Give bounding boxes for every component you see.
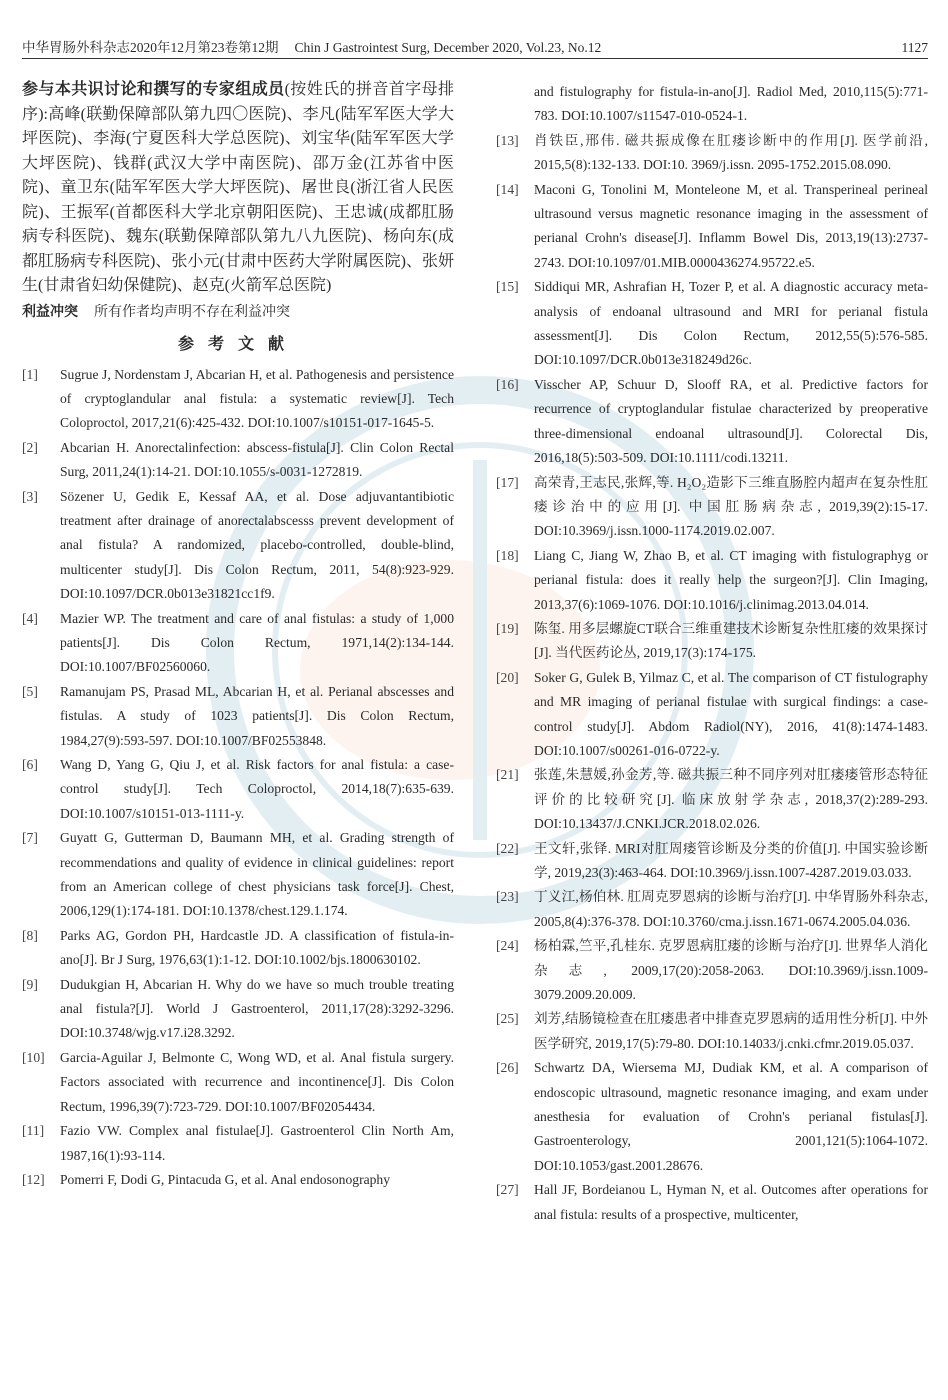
reference-text: 刘芳,结肠镜检查在肛瘘患者中排查克罗恩病的适用性分析[J]. 中外医学研究, 2019,17(5):79-80. DOI:10.14033/j.cnki.cfmr.2019.05.037. <box>534 1011 928 1051</box>
reference-text: Dudukgian H, Abcarian H. Why do we have so much trouble treating anal fistula?[J]. World J Gastroenterol, 2011,17(28):3292-3296. DOI:10.3748/wjg.v17.i28.3292. <box>60 976 454 1041</box>
conflict-label: 利益冲突 <box>22 304 78 320</box>
reference-text: Wang D, Yang G, Qiu J, et al. Risk factors for anal fistula: a case-control study[J]. Tech Coloproctol, 2014,18(7):635-639. DOI:10.1007/s10151-013-1111-y. <box>60 757 454 821</box>
reference-text: 杨柏霖,竺平,孔桂东. 克罗恩病肛瘘的诊断与治疗[J]. 世界华人消化杂志, 2009,17(20):2058-2063. DOI:10.3969/j.issn.1009-3079.2009.20.009. <box>534 938 928 1003</box>
reference-text: 肖铁臣,邢伟. 磁共振成像在肛瘘诊断中的作用[J]. 医学前沿, 2015,5(8):132-133. DOI:10. 3969/j.issn. 2095-1752.2015.08.090. <box>534 132 928 173</box>
reference-item <box>22 1168 454 1192</box>
reference-item <box>496 275 928 373</box>
reference-item <box>22 924 454 973</box>
reference-text: Ramanujam PS, Prasad ML, Abcarian H, et al. Perianal abscesses and fistulas. A study of 1023 patients[J]. Dis Colon Rectum, 1984,27(9):593-597. DOI:10.1007/BF02553848. <box>60 683 454 748</box>
reference-number: [26] <box>496 1060 519 1076</box>
reference-text: Sugrue J, Nordenstam J, Abcarian H, et al. Pathogenesis and persistence of cryptoglandular anal fistula: a systematic review[J]. Tech Coloproctol, 2017,21(6):425-432. DOI:10.1007/s10151-017-1645-5. <box>60 366 454 431</box>
reference-number: [13] <box>496 132 519 148</box>
expert-group-list: (按姓氏的拼音首字母排序):高峰(联勤保障部队第九四〇医院)、李凡(陆军军医大学大坪医院)、李海(宁夏医科大学总医院)、刘宝华(陆军军医大学大坪医院)、钱群(武汉大学中南医院)、邵万金(江苏省中医院)、童卫东(陆军军医大学大坪医院)、屠世良(浙江省人民医院)、王振军(首都医科大学北京朝阳医院)、王忠诚(成都肛肠病专科医院)、魏东(联勤保障部队第九八九医院)、杨向东(成都肛肠病专科医院)、张小元(甘肃中医药大学附属医院)、张妍生(甘肃省妇幼保健院)、赵克(火箭军总医院) <box>22 81 454 294</box>
reference-item <box>22 826 454 924</box>
journal-issue-cn: 中华胃肠外科杂志2020年12月第23卷第12期 <box>22 40 279 55</box>
reference-item <box>496 178 928 276</box>
reference-item <box>22 436 454 485</box>
reference-text: 高荣青,王志民,张辉,等. H₂O₂造影下三维直肠腔内超声在复杂性肛瘘诊治中的应用[J]. 中国肛肠病杂志, 2019,39(2):15-17. DOI:10.3969/j.issn.1000-1174.2019.02.007. <box>534 474 928 539</box>
reference-text: Sözener U, Gedik E, Kessaf AA, et al. Dose adjuvantantibiotic treatment after drainage of anorectalabscesss prevent development of anal fistula? A randomized, placebo-controlled, double-blind, multicenter study[J]. Dis Colon Rectum, 2011, 54(8):923-929. DOI:10.1097/DCR.0b013e31821cc1f9. <box>60 488 454 602</box>
reference-item <box>496 617 928 666</box>
reference-item <box>496 544 928 617</box>
reference-item <box>496 471 928 544</box>
reference-number: [4] <box>22 610 38 626</box>
reference-12-continuation: and fistulography for fistula-in-ano[J]. Radiol Med, 2010,115(5):771-783. DOI:10.1007/s11547-010-0524-1. <box>534 84 928 124</box>
reference-number: [17] <box>496 474 519 490</box>
reference-number: [12] <box>22 1171 45 1187</box>
left-column <box>22 78 454 1192</box>
references-heading: 参考文献 <box>177 335 298 353</box>
reference-item <box>496 1178 928 1227</box>
reference-item <box>22 363 454 436</box>
reference-number: [5] <box>22 683 38 699</box>
reference-number: [23] <box>496 889 519 905</box>
reference-item <box>22 485 454 607</box>
reference-text: Pomerri F, Dodi G, Pintacuda G, et al. Anal endosonography <box>60 1171 391 1187</box>
right-column <box>496 80 928 1227</box>
journal-issue-en: Chin J Gastrointest Surg, December 2020, Vol.23, No.12 <box>294 40 602 55</box>
reference-number: [11] <box>22 1123 45 1139</box>
reference-item <box>22 973 454 1046</box>
reference-number: [21] <box>496 767 519 783</box>
reference-number: [3] <box>22 488 38 504</box>
reference-number: [19] <box>496 620 519 636</box>
reference-number: [22] <box>496 840 519 856</box>
conflict-of-interest <box>22 301 454 325</box>
reference-number: [16] <box>496 376 519 392</box>
reference-text: Siddiqui MR, Ashrafian H, Tozer P, et al. A diagnostic accuracy meta-analysis of endoanal ultrasound and MRI for perianal fistula assessment[J]. Dis Colon Rectum, 2012,55(5):576-585. DOI:10.1097/DCR.0b013e318249d26c. <box>534 279 928 368</box>
reference-text: Abcarian H. Anorectalinfection: abscess-fistula[J]. Clin Colon Rectal Surg, 2011,24(1):14-21. DOI:10.1055/s-0031-1272819. <box>60 439 454 480</box>
reference-number: [8] <box>22 927 38 943</box>
reference-item <box>22 680 454 753</box>
reference-text: Liang C, Jiang W, Zhao B, et al. CT imaging with fistulographyg or perianal fistula: does it really help the surgeon?[J]. Clin Imaging, 2013,37(6):1069-1076. DOI:10.1016/j.clinimag.2013.04.014. <box>534 547 928 612</box>
reference-number: [18] <box>496 547 519 563</box>
expert-group-heading: 参与本共识讨论和撰写的专家组成员 <box>22 81 285 98</box>
reference-text: Soker G, Gulek B, Yilmaz C, et al. The comparison of CT fistulography and MR imaging of perianal fistulae with surgical findings: a case-control study[J]. Abdom Radiol(NY), 2016, 41(8):1474-1483. DOI:10.1007/s00261-016-0722-y. <box>534 669 928 758</box>
reference-text: Fazio VW. Complex anal fistulae[J]. Gastroenterol Clin North Am, 1987,16(1):93-114. <box>60 1123 454 1163</box>
reference-item <box>496 934 928 1007</box>
reference-number: [15] <box>496 279 519 295</box>
reference-item <box>496 763 928 836</box>
reference-number: [20] <box>496 669 519 685</box>
reference-number: [27] <box>496 1182 519 1198</box>
reference-number: [14] <box>496 181 519 197</box>
reference-item <box>496 1007 928 1056</box>
reference-text: 陈玺. 用多层螺旋CT联合三维重建技术诊断复杂性肛瘘的效果探讨[J]. 当代医药论丛, 2019,17(3):174-175. <box>534 620 928 661</box>
reference-item <box>22 1046 454 1119</box>
reference-item <box>22 753 454 826</box>
reference-text: 张莲,朱慧媛,孙金芳,等. 磁共振三种不同序列对肛瘘瘘管形态特征评价的比较研究[J]. 临床放射学杂志, 2018,37(2):289-293. DOI:10.13437/J.CNKI.JCR.2018.02.026. <box>534 767 928 832</box>
reference-text: Schwartz DA, Wiersema MJ, Dudiak KM, et al. A comparison of endoscopic ultrasound, magnetic resonance imaging, and exam under anesthesia for evaluation of Crohn's perianal fistulas[J]. Gastroenterology, 2001,121(5):1064-1072. DOI:10.1053/gast.2001.28676. <box>534 1060 928 1173</box>
reference-number: [25] <box>496 1011 519 1027</box>
reference-text: 丁义江,杨伯林. 肛周克罗恩病的诊断与治疗[J]. 中华胃肠外科杂志, 2005,8(4):376-378. DOI:10.3760/cma.j.issn.1671-0674.2005.04.036. <box>534 889 928 929</box>
reference-text: Maconi G, Tonolini M, Monteleone M, et al. Transperineal perineal ultrasound versus magnetic resonance imaging in the assessment of perianal Crohn's disease[J]. Inflamm Bowel Dis, 2013,19(13):2737-2743. DOI:10.1097/01.MIB.0000436274.95722.e5. <box>534 181 928 270</box>
reference-item <box>496 373 928 471</box>
reference-number: [24] <box>496 938 519 954</box>
reference-item <box>496 666 928 764</box>
reference-number: [9] <box>22 976 38 992</box>
reference-number: [1] <box>22 366 38 382</box>
reference-text: Hall JF, Bordeianou L, Hyman N, et al. Outcomes after operations for anal fistula: results of a prospective, multicenter, <box>534 1182 928 1222</box>
reference-text: Visscher AP, Schuur D, Slooff RA, et al. Predictive factors for recurrence of cryptoglandular fistulae characterized by preoperative three-dimensional endoanal ultrasound[J]. Colorectal Dis, 2016,18(5):503-509. DOI:10.1111/codi.13211. <box>534 376 928 466</box>
reference-number: [7] <box>22 830 38 846</box>
reference-item <box>496 885 928 934</box>
expert-group-paragraph <box>22 78 454 299</box>
reference-number: [2] <box>22 439 38 455</box>
reference-text: Guyatt G, Gutterman D, Baumann MH, et al. Grading strength of recommendations and quality of evidence in clinical guidelines: report from an American college of chest physicians task force[J]. Chest, 2006,129(1):174-181. DOI:10.1378/chest.129.1.174. <box>60 830 454 919</box>
reference-item <box>496 837 928 886</box>
reference-text: Parks AG, Gordon PH, Hardcastle JD. A classification of fistula-in-ano[J]. Br J Surg, 1976,63(1):1-12. DOI:10.1002/bjs.1800630102. <box>60 927 454 968</box>
reference-list-left <box>22 363 454 1193</box>
reference-item <box>496 1056 928 1178</box>
reference-number: [6] <box>22 757 38 772</box>
reference-list-right <box>496 129 928 1227</box>
page-number: 1127 <box>901 40 928 55</box>
reference-text: Garcia-Aguilar J, Belmonte C, Wong WD, et al. Anal fistula surgery. Factors associated with recurrence and incontinence[J]. Dis Colon Rectum, 1996,39(7):723-729. DOI:10.1007/BF02054434. <box>60 1049 454 1114</box>
reference-item <box>22 1119 454 1168</box>
conflict-text: 所有作者均声明不存在利益冲突 <box>94 304 290 320</box>
reference-item <box>22 607 454 680</box>
reference-item <box>496 129 928 178</box>
reference-text: Mazier WP. The treatment and care of anal fistulas: a study of 1,000 patients[J]. Dis Colon Rectum, 1971,14(2):134-144. DOI:10.1007/BF02560060. <box>60 610 454 675</box>
running-header <box>22 34 928 59</box>
reference-text: 王文轩,张铎. MRI对肛周瘘管诊断及分类的价值[J]. 中国实验诊断学, 2019,23(3):463-464. DOI:10.3969/j.issn.1007-4287.2019.03.033. <box>534 840 928 880</box>
reference-number: [10] <box>22 1049 45 1065</box>
